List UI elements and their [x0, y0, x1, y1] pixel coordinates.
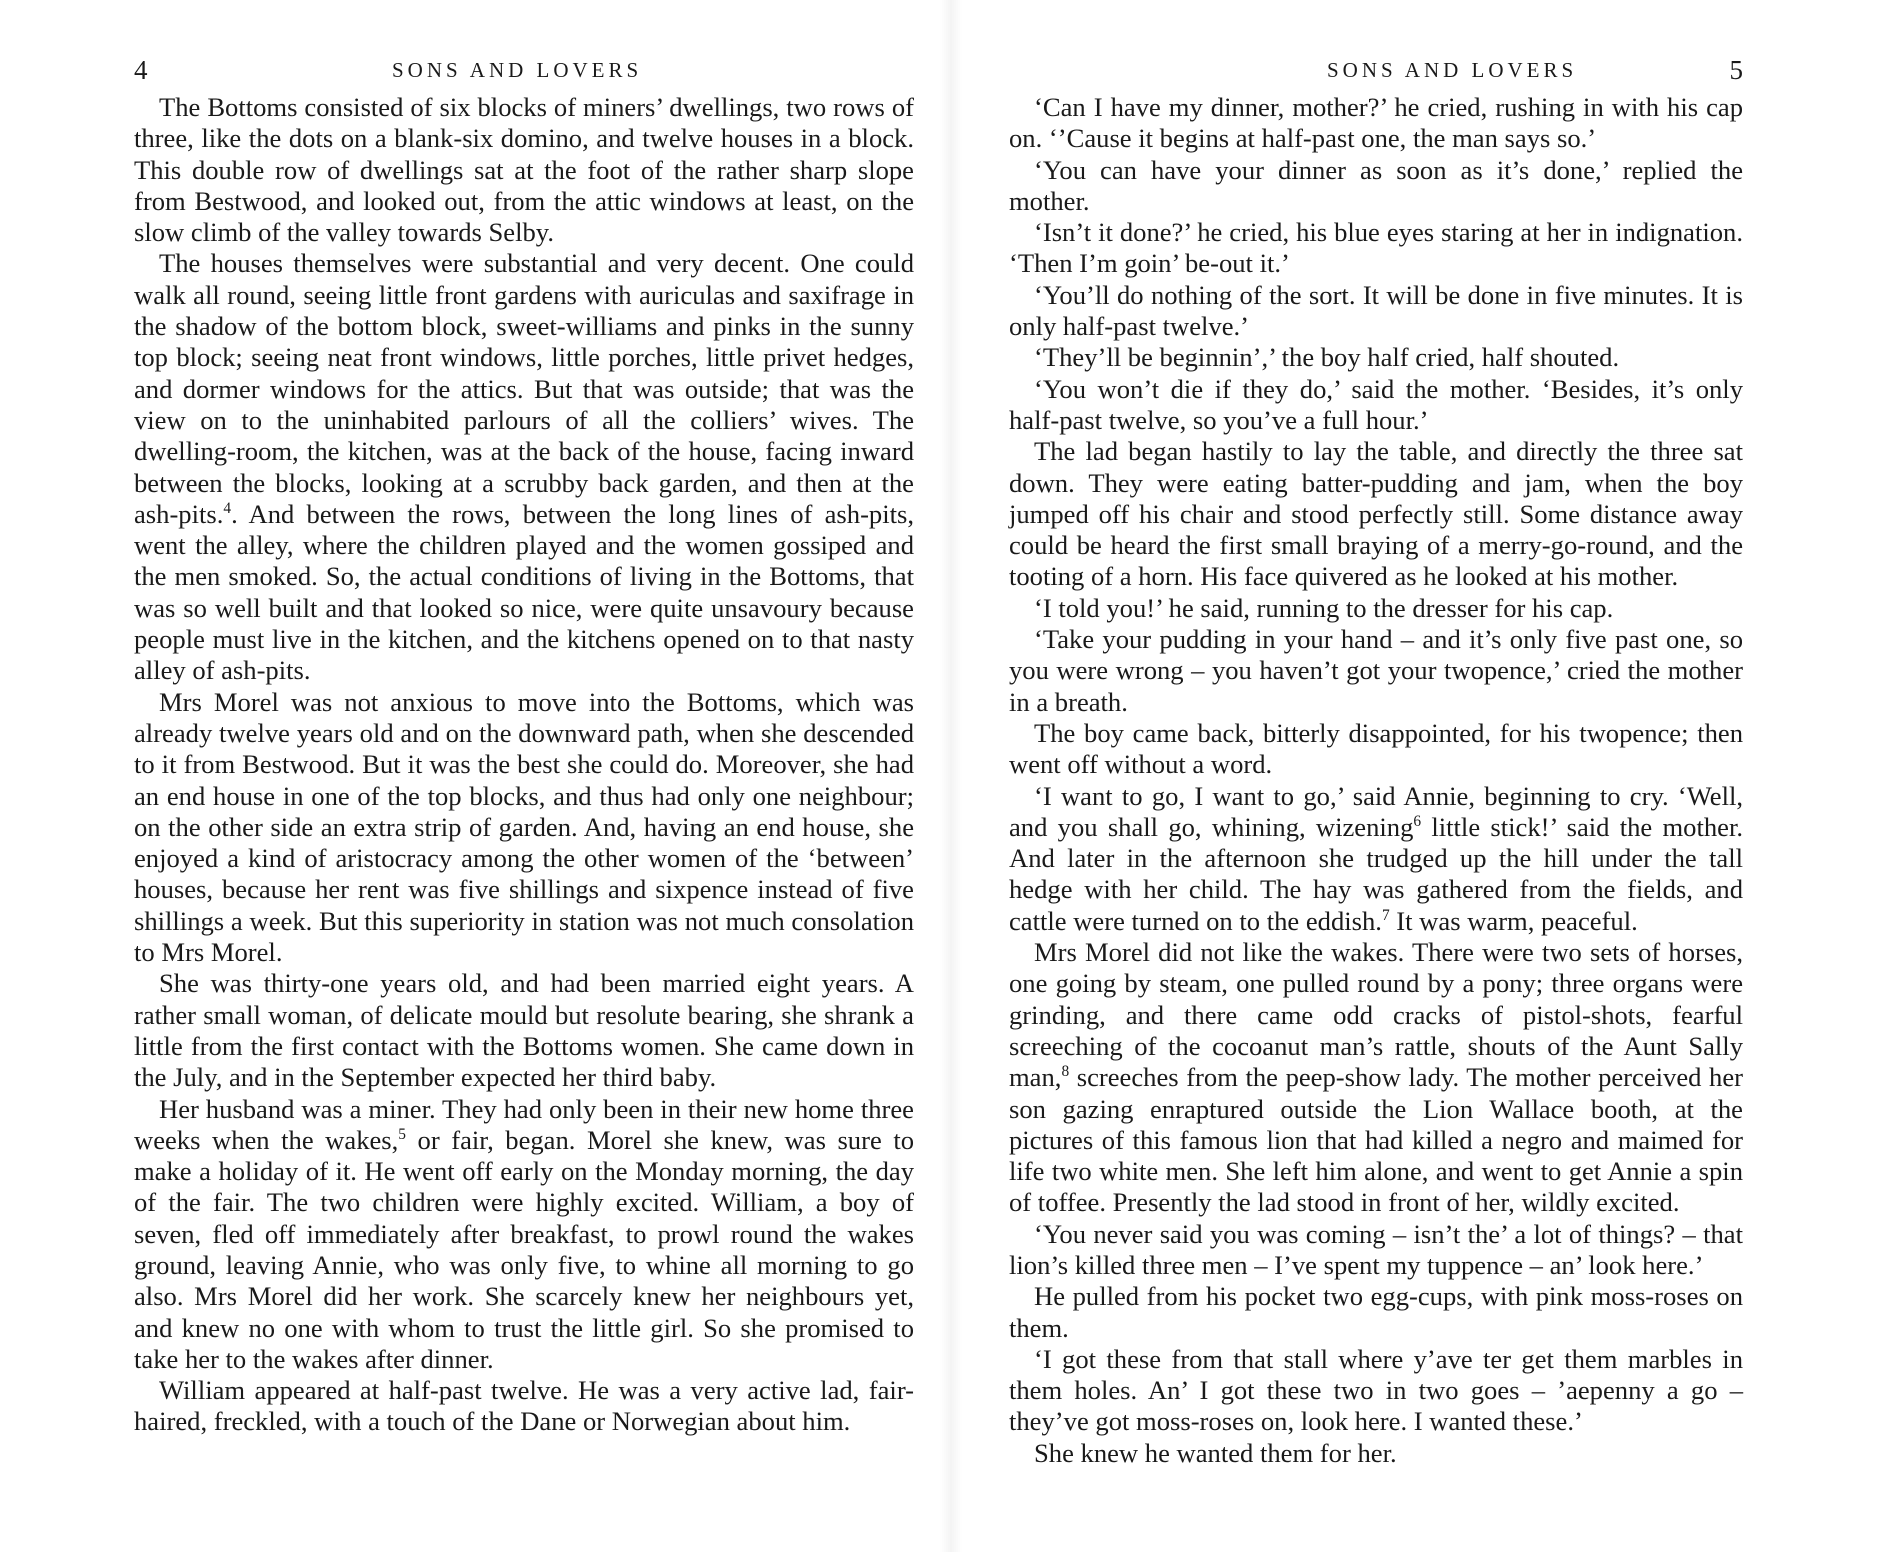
paragraph: He pulled from his pocket two egg-cups, with pink moss-roses on them.	[1009, 1281, 1743, 1343]
paragraph: She knew he wanted them for her.	[1034, 1437, 1397, 1468]
left-page-body	[134, 92, 914, 1438]
paragraph: ‘They’ll be beginnin’,’ the boy half cried, half shouted.	[1034, 342, 1620, 373]
paragraph: ‘You’ll do nothing of the sort. It will be done in five minutes. It is only half-past twelve.’	[1009, 279, 1743, 342]
paragraph: ‘Can I have my dinner, mother?’ he cried, rushing in with his cap on. ‘’Cause it begins at half-past one, the man says so.’	[1009, 92, 1743, 154]
paragraph: ‘I want to go, I want to go,’ said Annie, beginning to cry. ‘Well, and you shall go, whining, wizening$^6$ little stick!’ said the mother. And later in the afternoon she trudged up the hill under the tall hedge with her child. The hay was gathered from the fields, and cattle were turned on to the eddish.$^7$ It was warm, peaceful.	[1009, 780, 1743, 936]
left-page-header	[134, 52, 914, 88]
footnote-marker[interactable]: 4	[223, 500, 232, 517]
paragraph: Mrs Morel did not like the wakes. There were two sets of horses, one going by steam, one pulled round by a pony; three organs were grinding, and there came odd cracks of pistol-shots, fearful screeching of the cocoanut man’s rattle, shouts of the Aunt Sally man,$^8$ screeches from the peep-show lady. The mother perceived her son gazing enraptured outside the Lion Wallace booth, at the pictures of this famous lion that had killed a negro and maimed for life two white men. She left him alone, and went to get Annie a spin of toffee. Presently the lad stood in front of her, wildly excited.	[1009, 937, 1743, 1218]
paragraph: The lad began hastily to lay the table, and directly the three sat down. They were eating batter-pudding and jam, when the boy jumped off his chair and stood perfectly still. Some distance away could be heard the first small braying of a merry-go-round, and the tooting of a horn. His face quivered as he looked at his mother.	[1009, 436, 1743, 592]
right-page-header	[1011, 52, 1743, 88]
paragraph: The Bottoms consisted of six blocks of miners’ dwellings, two rows of three, like the dots on a blank-six domino, and twelve houses in a block. This double row of dwellings sat at the foot of the rather sharp slope from Bestwood, and looked out, from the attic windows at least, on the slow climb of the valley towards Selby.	[134, 92, 914, 248]
paragraph: ‘You can have your dinner as soon as it’s done,’ replied the mother.	[1009, 154, 1743, 216]
footnote-marker[interactable]: 7	[1381, 906, 1390, 924]
paragraph: The boy came back, bitterly disappointed, for his twopence; then went off without a word.	[1009, 717, 1743, 780]
paragraph: ‘Take your pudding in your hand – and it’s only five past one, so you were wrong – you haven’t got your twopence,’ cried the mother in a breath.	[1009, 624, 1743, 717]
paragraph: William appeared at half-past twelve. He was a very active lad, fair-haired, freckled, with a touch of the Dane or Norwegian about him.	[134, 1375, 914, 1437]
paragraph: She was thirty-one years old, and had been married eight years. A rather small woman, of delicate mould but resolute bearing, she shrank a little from the first contact with the Bottoms women. She came down in the July, and in the September expected her third baby.	[134, 968, 914, 1093]
page-number: 4	[134, 55, 148, 85]
paragraph: ‘Isn’t it done?’ he cried, his blue eyes staring at her in indignation. ‘Then I’m goin’ be-out it.’	[1009, 217, 1743, 279]
running-title: SONS AND LOVERS	[392, 58, 643, 82]
paragraph: Her husband was a miner. They had only been in their new home three weeks when the wakes,$^5$ or fair, began. Morel she knew, was sure to make a holiday of it. He went off early on the Monday morning, the day of the fair. The two children were highly excited. William, a boy of seven, fled off immediately after breakfast, to prowl round the wakes ground, leaving Annie, who was only five, to whine all morning to go also. Mrs Morel did her work. She scarcely knew her neighbours yet, and knew no one with whom to trust the little girl. So she promised to take her to the wakes after dinner.	[134, 1093, 914, 1374]
footnote-marker[interactable]: 5	[398, 1125, 406, 1143]
running-title: SONS AND LOVERS	[1327, 58, 1578, 82]
footnote-marker[interactable]: 8	[1061, 1063, 1070, 1081]
paragraph: ‘I got these from that stall where y’ave ter get them marbles in them holes. An’ I got these two in two goes – ’aepenny a go – they’ve got moss-roses on, look here. I wanted these.’	[1009, 1343, 1743, 1437]
right-page-body	[1009, 92, 1743, 1469]
right-page	[951, 0, 1902, 1552]
page-number: 5	[1729, 55, 1743, 85]
paragraph: The houses themselves were substantial and very decent. One could walk all round, seeing little front gardens with auriculas and saxifrage in the shadow of the bottom block, sweet-williams and pinks in the sunny top block; seeing neat front windows, little porches, little privet hedges, and dormer windows for the attics. But that was outside; that was the view on to the uninhabited parlours of all the colliers’ wives. The dwelling-room, the kitchen, was at the back of the house, facing inward between the blocks, looking at a scrubby back garden, and then at the ash-pits.$^4$. And between the rows, between the long lines of ash-pits, went the alley, where the children played and the women gossiped and the men smoked. So, the actual conditions of living in the Bottoms, that was so well built and that looked so nice, were quite unsavoury because people must live in the kitchen, and the kitchens opened on to that nasty alley of ash-pits.	[134, 248, 914, 686]
paragraph: Mrs Morel was not anxious to move into the Bottoms, which was already twelve years old and on the downward path, when she descended to it from Bestwood. But it was the best she could do. Moreover, she had an end house in one of the top blocks, and thus had only one neighbour; on the other side an extra strip of garden. And, having an end house, she enjoyed a kind of aristocracy among the other women of the ‘between’ houses, because her rent was five shillings and sixpence instead of five shillings a week. But this superiority in station was not much consolation to Mrs Morel.	[134, 686, 914, 968]
paragraph: ‘You won’t die if they do,’ said the mother. ‘Besides, it’s only half-past twelve, so you’ve a full hour.’	[1009, 373, 1743, 435]
paragraph: ‘You never said you was coming – isn’t the’ a lot of things? – that lion’s killed three men – I’ve spent my tuppence – an’ look here.’	[1009, 1218, 1743, 1280]
footnote-marker[interactable]: 6	[1413, 812, 1422, 830]
paragraph: ‘I told you!’ he said, running to the dresser for his cap.	[1034, 592, 1614, 623]
